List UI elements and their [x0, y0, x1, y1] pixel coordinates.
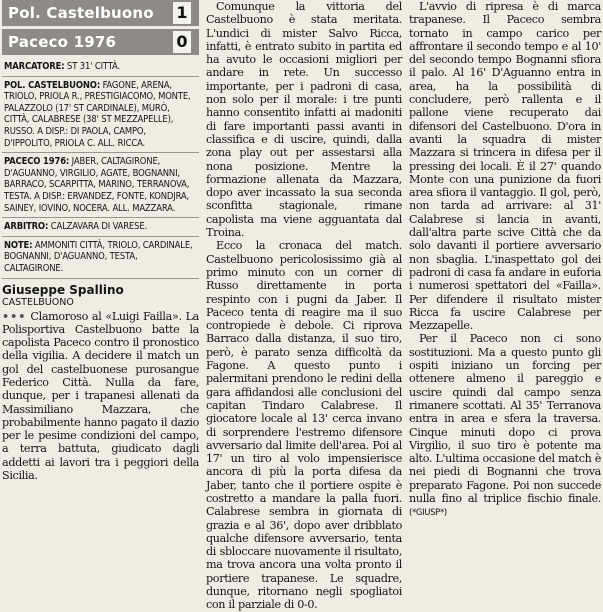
- article-body-col2: [206, 0, 402, 612]
- column-1: [2, 0, 199, 600]
- notes-label: NOTE:: [4, 239, 33, 251]
- notes-text: AMMONITI CITTÀ, TRIOLO, CARDINALE, BOGNANNI, D'AGUANNO, TESTA, CALTAGIRONE.: [4, 239, 193, 274]
- column-3: [409, 0, 601, 600]
- match-sheet-home-lineup: [2, 77, 199, 154]
- article-paragraph: [2, 310, 199, 483]
- scorer-text: ST 31' CITTÀ.: [64, 61, 121, 72]
- article-body-col1: [2, 310, 199, 483]
- author-signature: (*GIUSP*): [409, 508, 447, 519]
- score-row-away: [2, 29, 199, 55]
- home-lineup-text: FAGONE, ARENA, TRIOLO, PRIOLA R., PRESTIGIACOMO, MONTE, PALAZZOLO (17' ST CARDINALE), MURÒ, CITTÀ, CALABRESE (38' ST MEZZAPELLE), RUSSO. A DISP.: DI PAOLA, CAMPO, D'IPPOLITO, PRIOLA C. ALL. RICCA.: [4, 79, 191, 149]
- article-paragraph: [206, 0, 402, 239]
- paragraph-4-text: L'avvio di ripresa è di marca trapanese. Il Paceco sembra tornato in campo carico per affrontare il secondo tempo e al 10' del secondo tempo Bognanni sfiora il palo. Al 16' D'Aguanno entra in area, ha la possibilità di concludere, però rallenta e il pallone viene recuperato dai difensori del Castelbuono. D'ora in avanti la squadra di mister Mazzara si trincera in difesa per il pressing dei locali. È il 27' quando Monte con una punizione da fuori area sfiora il vantaggio. Il gol, però, non tarda ad arrivare: al 31' Calabrese si lancia in avanti, dall'altra parte scive Città che da solo davanti il portiere avversario non sbaglia. L'inaspettato gol dei padroni di casa fa andare in euforia i numerosi spettatori del «Failla». Per difendere il risultato mister Ricca fa uscire Calabrese per Mezzapelle.: [409, 0, 601, 333]
- away-lineup-label: PACECO 1976:: [4, 156, 70, 168]
- paragraph-5-text: Per il Paceco non ci sono sostituzioni. Ma a questo punto gli ospiti iniziano un forcing per ottenere almeno il pareggio e uscire quindi dal campo senza rimanere scottati. Al 35' Terranova entra in area e sfera la traversa. Cinque minuti dopo ci prova Virgilio, il suo tiro è potente ma alto. L'ultima occasione del match è nei piedi di Bognanni che trova preparato Fagone. Poi non succede nulla fino al triplice fischio finale.: [409, 332, 601, 505]
- away-team-name: Paceco 1976: [8, 33, 117, 51]
- paragraph-3-text: Ecco la cronaca del match. Castelbuono pericolosissimo già al primo minuto con un corner di Russo direttamente in porta respinto con i pugni da Jaber. Il Paceco tenta di reagire ma il suo contropiede è debole. Ci riprova Barraco dalla distanza, il suo tiro, però, è parato senza difficoltà da Fagone. A questo punto i palermitani prendono le redini della gara affidandosi alle conclusioni del capitan Tindaro Calabrese. Il giocatore locale al 13' cerca invano di sorprendere l'estremo difensore avversario dal limite dell'area. Poi al 17' un tiro al volo impensierisce ancora di più la porta difesa da Jaber, tanto che il portiere ospite è costretto a mandare la palla fuori. Calabrese sembra in giornata di grazia e al 36', dopo aver dribblato qualche difensore avversario, tenta di sbloccare nuovamente il risultato, ma trova ancora una volta pronto il portiere trapanese. Le squadre, dunque, ritornano negli spogliatoi con il parziale di 0-0.: [206, 239, 402, 612]
- scorer-label: MARCATORE:: [4, 61, 65, 72]
- author-name: Giuseppe Spallino: [2, 282, 124, 297]
- article-paragraph: [206, 239, 402, 611]
- away-lineup-text: JABER, CALTAGIRONE, D'AGUANNO, VIRGILIO, AGATE, BOGNANNI, BARRACO, SCARPITTA, MARINO, TERRANOVA, TESTA. A DISP.: ERVANDEZ, FONTE, KONDJRA, SAINEY, IOVINO, NOCERA. ALL. MAZZARA.: [4, 156, 190, 214]
- referee-text: CALZAVARA DI VARESE.: [48, 221, 148, 233]
- column-2: [206, 0, 402, 612]
- match-sheet-scorer: [2, 58, 199, 77]
- paragraph-2-text: Comunque la vittoria del Castelbuono è stata meritata. L'undici di mister Salvo Ricca, infatti, è entrato subito in partita ed ha avuto le occasioni migliori per andare in rete. Un successo importante, per i padroni di casa, non solo per il morale: i tre punti hanno consentito infatti ai madoniti di fare importanti passi avanti in classifica e di uscire, quindi, dalla zona play out per assestarsi alla nona posizione. Mentre la formazione allenata da Mazzara, dopo aver incassato la sua seconda sconfitta stagionale, rimane capolista ma viene agguantata dal Troina.: [206, 0, 402, 240]
- match-sheet-notes: [2, 237, 199, 279]
- dateline-place: CASTELBUONO: [2, 296, 74, 308]
- match-sheet-referee: [2, 218, 199, 237]
- home-team-name: Pol. Castelbuono: [8, 4, 154, 22]
- article-body-col3: [409, 0, 601, 521]
- article-paragraph: [409, 0, 601, 332]
- paragraph-1-text: Clamoroso al «Luigi Failla». La Polisportiva Castelbuono batte la capolista Paceco contro il pronostico della vigilia. A decidere il match un gol del castelbuonese purosangue Federico Città. Nulla da fare, dunque, per i trapanesi allenati da Massimiliano Mazzara, che probabilmente hanno pagato il dazio per le pesime condizioni del campo, a terra battuta, giudicato dagli addetti ai lavori tra i peggiori della Sicilia.: [2, 309, 199, 483]
- home-score: 1: [173, 2, 191, 24]
- away-score: 0: [173, 31, 191, 53]
- referee-label: ARBITRO:: [4, 221, 49, 233]
- lead-bullets: •••: [2, 308, 27, 323]
- match-sheet-away-lineup: [2, 153, 199, 218]
- score-row-home: [2, 0, 199, 26]
- home-lineup-label: POL. CASTELBUONO:: [4, 79, 101, 91]
- article-paragraph: [409, 332, 601, 520]
